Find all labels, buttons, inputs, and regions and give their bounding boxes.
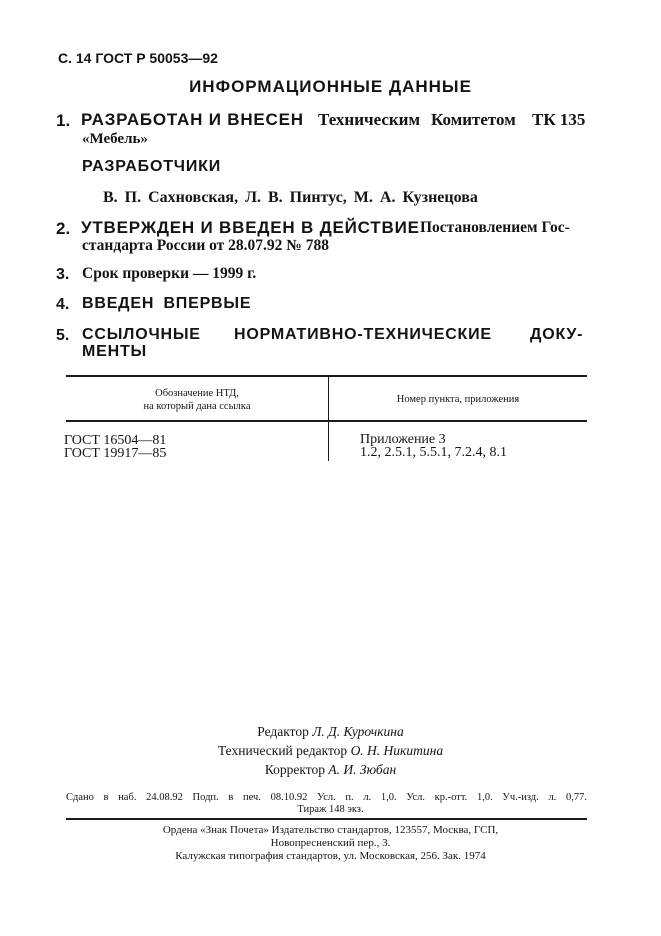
item-heading: ВВЕДЕН ВПЕРВЫЕ xyxy=(82,295,252,312)
item-heading: РАЗРАБОТАН И ВНЕСЕН xyxy=(81,110,304,129)
header-line: Обозначение НТД, xyxy=(155,388,239,399)
item-text: Комитетом xyxy=(431,110,516,129)
item-heading: УТВЕРЖДЕН И ВВЕДЕН В ДЕЙСТВИЕ xyxy=(81,218,420,237)
table-top-rule xyxy=(66,375,587,377)
item-text: Постановлением Гос- xyxy=(420,219,570,236)
credit-editor: Редактор Л. Д. Курочкина xyxy=(257,724,404,739)
corrector-name: А. И. Зюбан xyxy=(328,762,397,777)
item-text: Срок проверки — 1999 г. xyxy=(82,265,257,282)
credit-tech-editor: Технический редактор О. Н. Никитина xyxy=(217,743,444,758)
publisher-footer xyxy=(0,824,661,863)
header-line: на который дана ссылка xyxy=(143,401,251,412)
developers-heading: РАЗРАБОТЧИКИ xyxy=(82,158,221,175)
table-cell: Приложение 3 xyxy=(360,432,446,447)
item-number: 5. xyxy=(56,327,70,344)
item-heading: НОРМАТИВНО-ТЕХНИЧЕСКИЕ xyxy=(234,326,492,343)
footer-rule xyxy=(66,818,587,820)
table-cell: ГОСТ 16504—81 xyxy=(64,433,167,448)
table-column-divider xyxy=(328,376,329,461)
table-header-designation xyxy=(66,387,328,413)
table-header-rule xyxy=(66,420,587,422)
tech-editor-name: О. Н. Никитина xyxy=(350,743,444,758)
page-title: ИНФОРМАЦИОННЫЕ ДАННЫЕ xyxy=(189,77,472,96)
imprint-line1: Сдано в наб. 24.08.92 Подп. в печ. 08.10.92 Усл. п. л. 1,0. Усл. кр.-отт. 1,0. Уч.-изд. л. 0,77. xyxy=(66,792,587,803)
credit-corrector: Корректор А. И. Зюбан xyxy=(264,762,397,777)
table-cell: ГОСТ 19917—85 xyxy=(64,446,167,461)
editor-name: Л. Д. Курочкина xyxy=(312,724,404,739)
item-text-line2: «Мебель» xyxy=(82,131,148,147)
item-heading: ССЫЛОЧНЫЕ xyxy=(82,326,201,343)
page-header: С. 14 ГОСТ Р 50053—92 xyxy=(58,50,218,66)
item-text: ТК 135 xyxy=(532,110,586,129)
developers-names: В. П. Сахновская, Л. В. Пинтус, М. А. Кузнецова xyxy=(103,189,478,206)
imprint-line2: Тираж 148 экз. xyxy=(297,804,364,815)
item-number: 3. xyxy=(56,266,70,283)
item-text-line2: стандарта России от 28.07.92 № 788 xyxy=(82,237,329,254)
item-heading: ДОКУ- xyxy=(530,326,584,343)
credits xyxy=(0,722,661,779)
footer-line: Новопресненский пер., 3. xyxy=(270,837,391,849)
table-cell: 1.2, 2.5.1, 5.5.1, 7.2.4, 8.1 xyxy=(360,445,507,460)
footer-line: Калужская типография стандартов, ул. Московская, 256. Зак. 1974 xyxy=(175,850,486,862)
item-number: 4. xyxy=(56,296,70,313)
item-number: 2. xyxy=(56,219,71,238)
item-number: 1. xyxy=(56,111,71,130)
item-text: Техническим xyxy=(318,110,421,129)
footer-line: Ордена «Знак Почета» Издательство стандартов, 123557, Москва, ГСП, xyxy=(162,824,499,836)
table-header-section: Номер пункта, приложения xyxy=(396,394,520,405)
item-heading-line2: МЕНТЫ xyxy=(82,343,147,360)
